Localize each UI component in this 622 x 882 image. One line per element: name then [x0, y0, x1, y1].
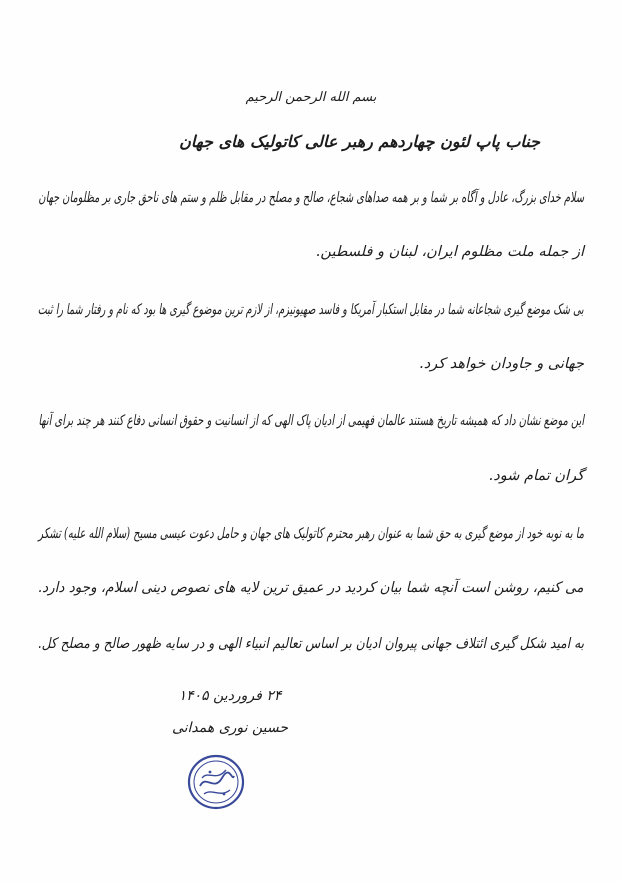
basmala: بسم الله الرحمن الرحیم	[245, 90, 377, 105]
letter-date: ۲۴ فروردین ۱۴۰۵	[178, 688, 282, 704]
seal-stamp-icon	[186, 752, 246, 812]
body-line-5: این موضع نشان داد که همیشه تاریخ هستند عالمان فهیمی از ادیان پاک الهی که از انسانیت و حقوق انسانی دفاع کنند هر چند برای آنها	[38, 413, 584, 429]
body-line-6: گران تمام شود.	[488, 468, 584, 484]
signatory-name: حسین نوری همدانی	[171, 720, 289, 736]
recipient-heading: جناب پاپ لئون چهاردهم رهبر عالی کاتولیک های جهان	[179, 132, 540, 151]
body-line-8: می کنیم، روشن است آنچه شما بیان کردید در عمیق ترین لایه های نصوص دینی اسلام، وجود دارد.	[38, 580, 584, 596]
body-line-2: از جمله ملت مظلوم ایران، لبنان و فلسطین.	[315, 244, 584, 260]
body-line-1: سلام خدای بزرگ، عادل و آگاه بر شما و بر همه صداهای شجاع، صالح و مصلح در مقابل ظلم و ستم های ناحق جاری بر مظلومان جهان	[38, 190, 584, 206]
body-line-9: به امید شکل گیری ائتلاف جهانی پیروان ادیان بر اساس تعالیم انبیاء الهی و در سایه ظهور صالح و مصلح کل.	[37, 636, 584, 652]
body-line-4: جهانی و جاودان خواهد کرد.	[419, 356, 584, 372]
body-line-7: ما به نوبه خود از موضع گیری به حق شما به عنوان رهبر محترم کاتولیک های جهان و حامل دعوت عیسی مسیح (سلام الله علیه) تشکر	[38, 526, 584, 542]
body-line-3: بی شک موضع گیری شجاعانه شما در مقابل استکبار آمریکا و فاسد صهیونیزم، از لازم ترین موضوع گیری ها بود که نام و رفتار شما را ثبت	[38, 302, 584, 318]
